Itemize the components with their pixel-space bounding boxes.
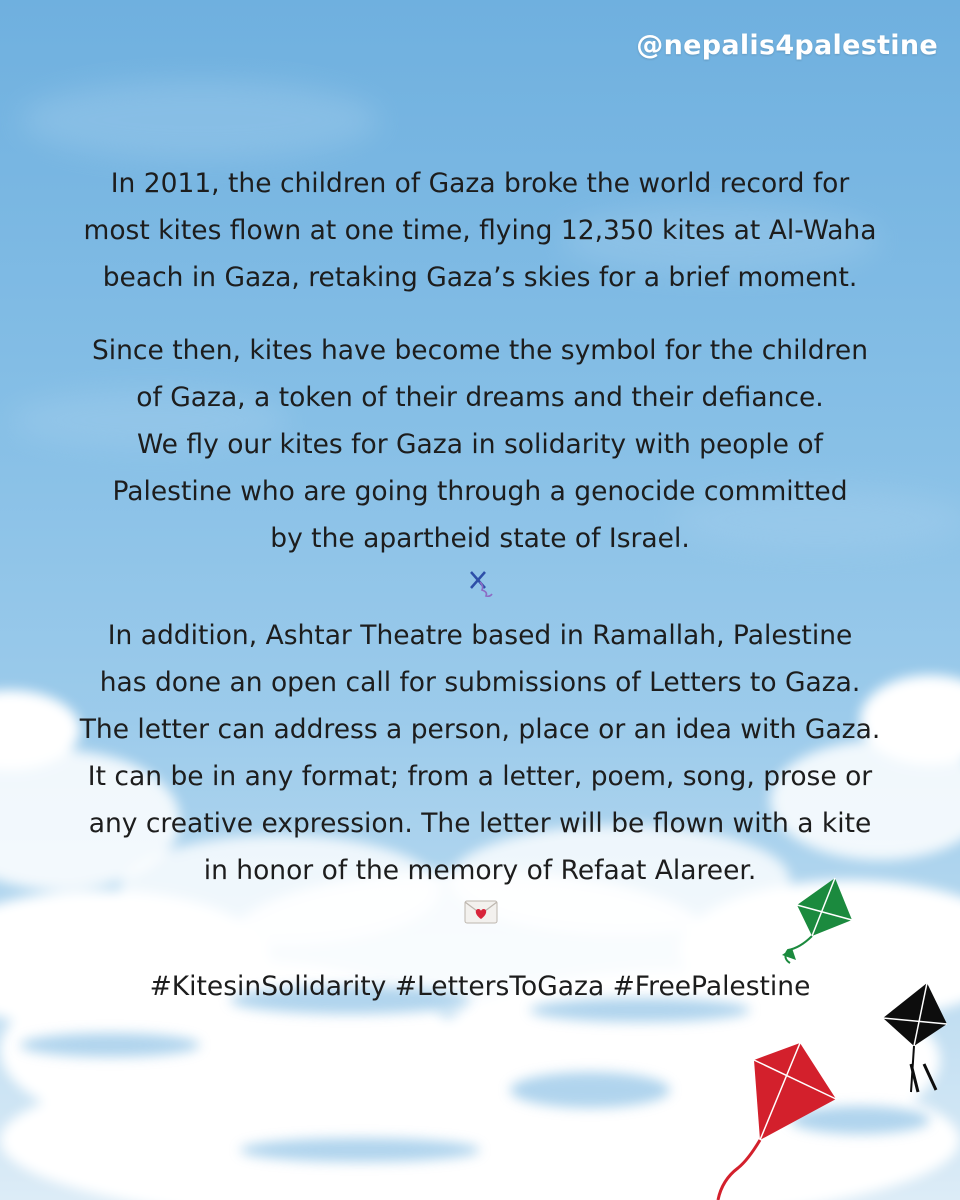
text-line: in honor of the memory of Refaat Alareer. [203,855,757,886]
text-line: has done an open call for submissions of Letters to Gaza. [99,667,861,698]
hashtags [30,963,930,1010]
text-line: of Gaza, a token of their dreams and their defiance. [136,382,824,413]
text-line: In addition, Ashtar Theatre based in Ramallah, Palestine [107,620,853,651]
hashtags-line: #KitesinSolidarity #LettersToGaza #FreePalestine [149,971,811,1002]
text-line: The letter can address a person, place or an idea with Gaza. [79,714,881,745]
text-line: It can be in any format; from a letter, poem, song, prose or [87,761,873,792]
text-line: any creative expression. The letter will be flown with a kite [88,808,872,839]
text-line: Palestine who are going through a genocide committed [112,476,848,507]
kite-emoji-icon [466,566,496,600]
paragraph-record [30,160,930,301]
text-line: In 2011, the children of Gaza broke the world record for [110,168,850,199]
account-handle: @nepalis4palestine [636,30,938,61]
text-line: most kites flown at one time, flying 12,350 kites at Al-Waha [83,215,877,246]
text-line: Since then, kites have become the symbol for the children [91,335,869,366]
paragraph-letters [30,612,930,894]
text-line: We fly our kites for Gaza in solidarity with people of [137,429,823,460]
paragraph-symbol [30,327,930,562]
text-line: by the apartheid state of Israel. [270,523,690,554]
love-letter-icon [464,900,498,924]
text-line: beach in Gaza, retaking Gaza’s skies for a brief moment. [102,262,858,293]
